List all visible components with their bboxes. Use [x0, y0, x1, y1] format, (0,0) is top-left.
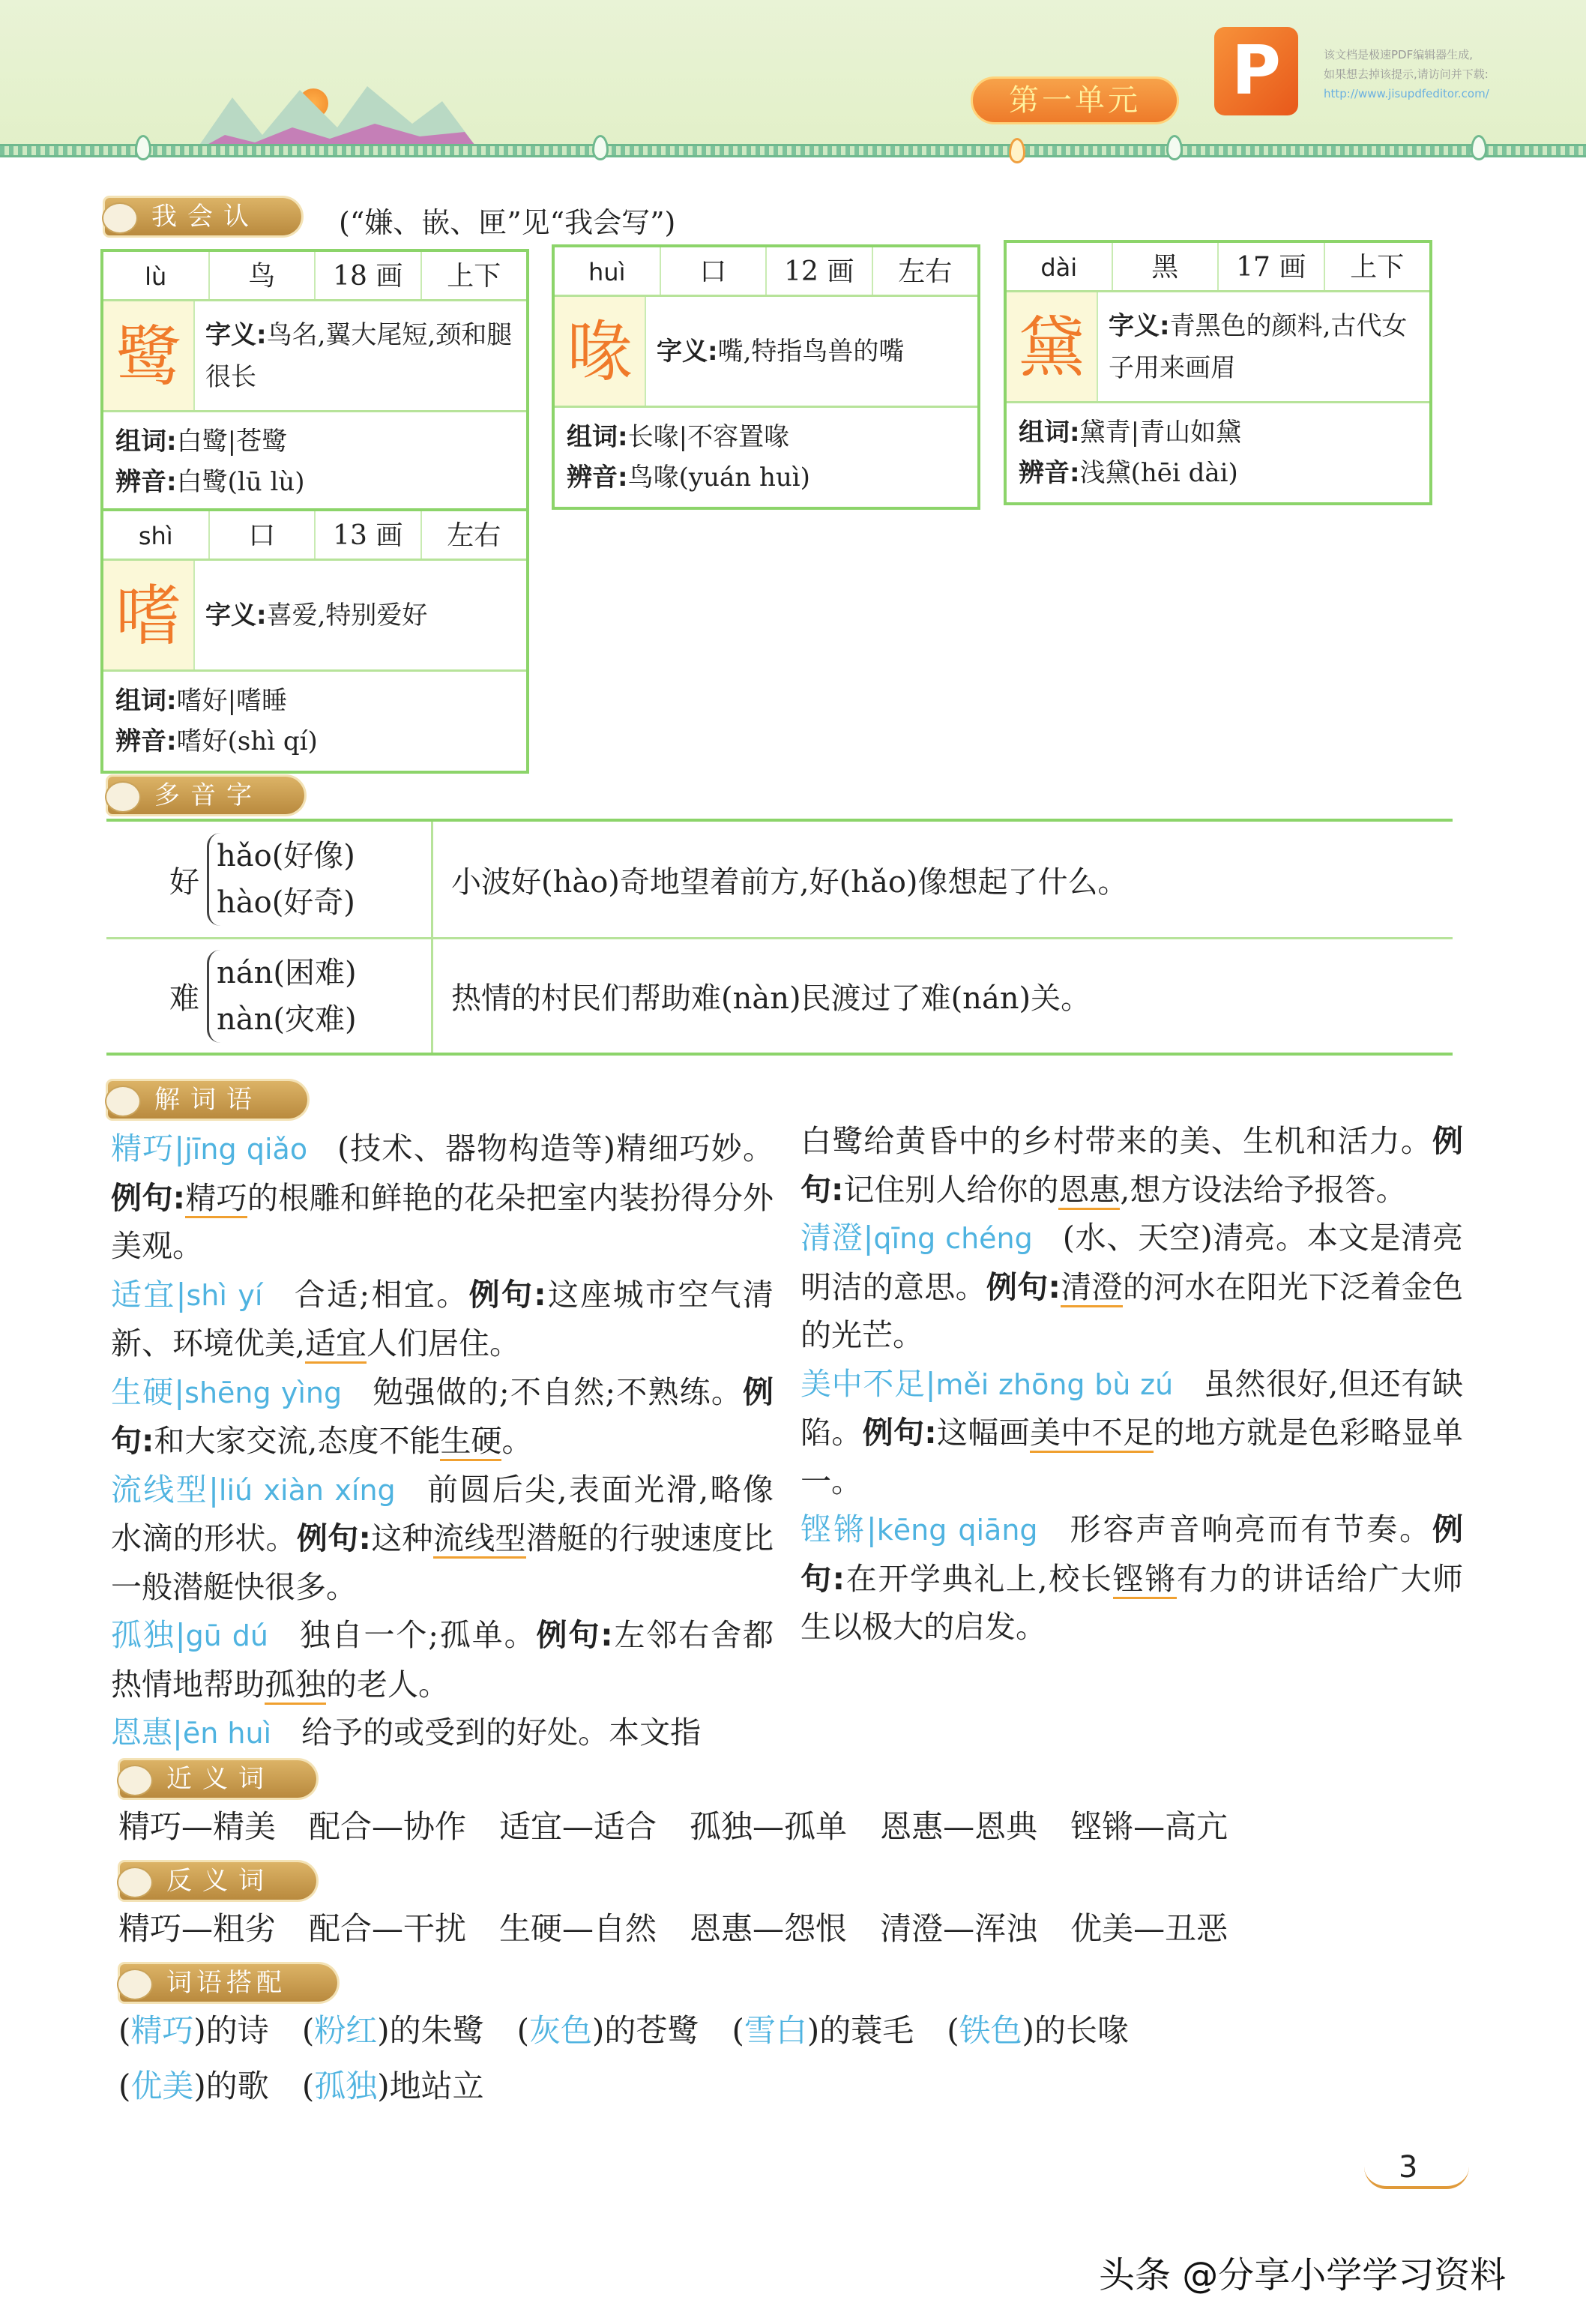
vocab-entry	[111, 1466, 774, 1612]
vocab-definition: 合适;相宜。	[292, 1276, 469, 1313]
card-details	[1007, 403, 1429, 502]
card-radical: 黑	[1113, 243, 1219, 290]
mountain-illustration	[195, 82, 555, 151]
section-label-recognize: 我会认	[105, 198, 301, 235]
unit-badge: 第一单元	[971, 76, 1179, 124]
distinguish-label: 辨音:	[115, 467, 177, 497]
collocation: (铁色)的长喙	[947, 2012, 1130, 2049]
watermark-url[interactable]: http://www.jisupdfeditor.com/	[1324, 87, 1489, 100]
words-label: 组词:	[115, 686, 177, 716]
polyphone-sentence: 小波好(hào)奇地望着前方,好(hǎo)像想起了什么。	[451, 864, 1128, 900]
words-label: 组词:	[115, 427, 177, 457]
polyphone-char: 好	[169, 864, 199, 900]
synonym-pair: 孤独—孤单	[690, 1808, 848, 1845]
separator: |	[175, 1276, 187, 1313]
collocation-tail: 的歌	[205, 2068, 269, 2104]
example-text: 在开学典礼上,校长	[845, 1560, 1113, 1597]
card-character: 喙	[555, 297, 646, 406]
vocab-term: 恩惠	[111, 1715, 172, 1750]
card-main	[555, 297, 977, 408]
meaning-value: 青黑色的颜料,古代女子用来画眉	[1109, 310, 1408, 383]
card-header	[1007, 243, 1429, 292]
polyphone-char: 难	[169, 981, 199, 1016]
example-text: 。	[501, 1423, 533, 1459]
vocab-term: 精巧	[111, 1131, 175, 1166]
collocation-word: 雪白	[744, 2012, 807, 2049]
example-label: 例句:	[296, 1520, 371, 1556]
example-label: 例句:	[986, 1268, 1061, 1305]
antonym-pair: 优美—丑恶	[1070, 1910, 1228, 1947]
section-label-vocab: 解词语	[108, 1081, 307, 1119]
meaning-value: 嘴,特指鸟兽的嘴	[717, 336, 905, 367]
vocab-definition: (技术、器物构造等)精细巧妙。	[337, 1131, 774, 1166]
character-card	[100, 508, 529, 774]
meaning-text	[657, 331, 904, 373]
collocation: (粉红)的朱鹭	[301, 2012, 484, 2049]
distinguish-value: 鸟喙(yuán huì)	[627, 463, 810, 493]
card-words-row	[1019, 412, 1417, 453]
polyphone-readings	[106, 939, 433, 1053]
card-pinyin: lù	[103, 252, 210, 299]
example-term: 铿锵	[1113, 1561, 1177, 1599]
separator: |	[174, 1131, 185, 1166]
distinguish-label: 辨音:	[115, 726, 177, 756]
character-card	[552, 244, 980, 510]
vocab-pinyin: qīng chéng	[873, 1222, 1033, 1255]
vocab-entry	[800, 1360, 1463, 1506]
collocation-tail: 地站立	[389, 2068, 484, 2104]
antonym-pair: 生硬—自然	[499, 1910, 657, 1947]
collocation: (精巧)的诗	[118, 2012, 269, 2049]
example-label: 例句:	[111, 1179, 186, 1216]
card-strokes: 18 画	[316, 252, 422, 299]
antonym-pair: 精巧—粗劣	[118, 1910, 277, 1947]
section-label-collocations: 词语搭配	[120, 1964, 337, 2002]
example-label: 例句:	[468, 1276, 546, 1313]
distinguish-value: 白鹭(lū lù)	[176, 467, 305, 497]
vocab-entry	[111, 1368, 774, 1466]
reading-list	[207, 950, 357, 1043]
words-value: 白鹭|苍鹭	[176, 427, 288, 457]
example-label: 例句:	[800, 1511, 1464, 1597]
card-pinyin: shì	[103, 511, 210, 559]
meaning-label: 字义:	[205, 600, 267, 630]
card-meaning	[195, 561, 526, 669]
drop-ornament	[135, 135, 151, 160]
separator: |	[866, 1511, 877, 1547]
card-words-row	[567, 417, 965, 457]
vocab-definition: 给予的或受到的好处。本文指	[301, 1715, 702, 1750]
meaning-text	[205, 314, 516, 398]
collocation-word: 粉红	[314, 2012, 378, 2049]
card-meaning	[646, 297, 977, 406]
card-character: 嗜	[103, 561, 195, 669]
collocation-tail: 的蓑毛	[819, 2012, 914, 2049]
vocab-term: 适宜	[111, 1276, 176, 1313]
separator: |	[174, 1373, 185, 1410]
distinguish-value: 嗜好(shì qí)	[176, 726, 318, 756]
character-card	[100, 249, 529, 514]
example-text: 的老人。	[326, 1666, 449, 1703]
section-label-polyphones: 多音字	[108, 777, 304, 814]
vocab-pinyin: jīng qiǎo	[184, 1133, 308, 1166]
example-text: 这幅画	[936, 1415, 1030, 1451]
card-header	[103, 511, 526, 561]
meaning-value: 喜爱,特别爱好	[266, 600, 428, 630]
example-text: 的河水在阳光下泛着金色的光芒。	[800, 1268, 1464, 1353]
collocation-tail: 的朱鹭	[389, 2012, 484, 2049]
vocab-definition: 前圆后尖,表面光滑,略像水滴的形状。	[111, 1471, 774, 1556]
recognize-note: (“嫌、嵌、匣”见“我会写”)	[339, 206, 676, 239]
example-text: 记住别人给你的	[843, 1171, 1059, 1208]
antonym-list	[118, 1904, 1261, 1949]
drop-ornament	[1166, 135, 1183, 160]
source-watermark: 头条 @分享小学学习资料	[1099, 2254, 1507, 2296]
card-radical: 鸟	[210, 252, 316, 299]
reading: nán(困难)	[217, 955, 357, 990]
distinguish-label: 辨音:	[1019, 458, 1080, 488]
card-strokes: 12 画	[767, 247, 873, 295]
polyphone-row	[106, 822, 1453, 937]
page-number: 3	[1399, 2150, 1418, 2185]
example-label: 例句:	[536, 1617, 613, 1653]
vocab-term: 孤独	[111, 1617, 175, 1653]
card-character: 黛	[1007, 292, 1098, 401]
card-details	[103, 672, 526, 771]
pdf-watermark	[1324, 45, 1489, 103]
meaning-text	[1109, 305, 1419, 389]
polyphone-row	[106, 937, 1453, 1053]
example-label: 例句:	[800, 1123, 1463, 1208]
polyphone-readings	[106, 822, 433, 937]
example-text: 这座城市空气清新、环境优美,	[111, 1276, 774, 1361]
card-pinyin: huì	[555, 247, 661, 295]
drop-ornament	[1009, 138, 1025, 163]
card-strokes: 13 画	[316, 511, 422, 559]
section-label-synonyms: 近义词	[120, 1760, 316, 1798]
example-term: 精巧	[185, 1180, 247, 1218]
card-words-row	[115, 681, 514, 721]
example-term: 适宜	[305, 1325, 367, 1364]
meaning-label: 字义:	[1109, 310, 1170, 341]
vocab-entry	[111, 1611, 774, 1709]
separator: |	[925, 1365, 936, 1402]
card-meaning	[195, 301, 526, 410]
collocation: (灰色)的苍鹭	[516, 2012, 699, 2049]
vocab-definition: 勉强做的;不自然;不熟练。	[372, 1373, 744, 1410]
collocation-word: 灰色	[529, 2012, 593, 2049]
collocation-word: 孤独	[314, 2068, 378, 2104]
words-label: 组词:	[567, 422, 628, 452]
collocation-word: 优美	[130, 2068, 194, 2104]
vocab-pinyin: shì yí	[186, 1278, 263, 1312]
card-distinguish-row	[115, 721, 514, 762]
page-header	[0, 0, 1586, 154]
vocab-term: 生硬	[111, 1373, 175, 1410]
reading: hǎo(好像)	[217, 839, 355, 873]
card-main	[103, 301, 526, 412]
character-card	[1004, 240, 1432, 505]
card-details	[103, 412, 526, 511]
vocab-entry	[800, 1505, 1463, 1652]
card-radical: 口	[661, 247, 768, 295]
vocab-definition: 虽然很好,但还有缺陷。	[800, 1365, 1463, 1451]
vocab-pinyin: gū dú	[185, 1619, 268, 1652]
card-structure: 左右	[447, 520, 501, 551]
card-words-row	[115, 421, 514, 462]
polyphone-sentence: 热情的村民们帮助难(nàn)民渡过了难(nán)关。	[451, 981, 1091, 1016]
reading: nàn(灾难)	[217, 1002, 357, 1037]
example-term: 孤独	[265, 1667, 326, 1705]
separator: |	[208, 1471, 219, 1508]
section-label-antonyms: 反义词	[120, 1862, 316, 1900]
example-label: 例句:	[111, 1373, 774, 1459]
card-radical: 口	[210, 511, 316, 559]
polyphone-table	[106, 819, 1453, 1056]
card-character: 鹭	[103, 301, 195, 410]
collocation-word: 铁色	[959, 2012, 1022, 2049]
meaning-label: 字义:	[657, 336, 718, 367]
example-term: 美中不足	[1030, 1415, 1154, 1453]
card-header	[555, 247, 977, 297]
example-term: 恩惠	[1058, 1172, 1120, 1210]
synonym-pair: 适宜—适合	[499, 1808, 657, 1845]
antonym-pair: 恩惠—怨恨	[690, 1910, 848, 1947]
pdf-editor-logo: P	[1214, 27, 1298, 115]
distinguish-label: 辨音:	[567, 463, 628, 493]
vocab-right-column	[800, 1117, 1463, 1652]
distinguish-value: 浅黛(hēi dài)	[1079, 458, 1238, 488]
meaning-text	[205, 594, 427, 636]
words-value: 嗜好|嗜睡	[176, 686, 288, 716]
card-header	[103, 252, 526, 301]
collocation: (孤独)地站立	[301, 2068, 484, 2104]
reading-list	[207, 833, 355, 926]
example-text: ,想方设法给予报答。	[1120, 1171, 1407, 1208]
vocab-entry	[800, 1214, 1463, 1360]
vocab-definition: 独自一个;孤单。	[298, 1617, 537, 1653]
example-text: 这种	[370, 1520, 433, 1556]
vocab-entry-continuation	[800, 1117, 1463, 1214]
vocab-pinyin: ēn huì	[182, 1717, 272, 1750]
synonym-pair: 精巧—精美	[118, 1808, 277, 1845]
antonym-pair: 清澄—浑浊	[880, 1910, 1038, 1947]
vocab-pinyin: měi zhōng bù zú	[935, 1367, 1174, 1401]
example-text: 潜艇的行驶速度比一般潜艇快很多。	[111, 1520, 774, 1605]
vocab-entry	[111, 1271, 774, 1368]
example-text: 和大家交流,态度不能	[154, 1423, 441, 1459]
example-term: 生硬	[440, 1423, 501, 1461]
example-text: 的根雕和鲜艳的花朵把室内装扮得分外美观。	[111, 1179, 774, 1264]
vocab-term: 清澄	[800, 1220, 863, 1256]
vocab-left-column	[111, 1125, 774, 1758]
words-value: 黛青|青山如黛	[1079, 418, 1242, 448]
vocab-definition: 白鹭给黄昏中的乡村带来的美、生机和活力。	[800, 1123, 1432, 1159]
collocation-tail: 的苍鹭	[604, 2012, 699, 2049]
card-distinguish-row	[1019, 453, 1417, 493]
vocab-definition: (水、天空)清亮。本文是清亮明洁的意思。	[800, 1220, 1464, 1305]
vocab-entry	[111, 1125, 774, 1271]
separator: |	[863, 1220, 874, 1256]
card-pinyin: dài	[1007, 243, 1113, 290]
synonym-pair: 配合—协作	[309, 1808, 467, 1845]
example-text: 左邻右舍都热情地帮助	[111, 1617, 774, 1703]
collocation-line	[118, 2006, 1162, 2051]
vocab-pinyin: liú xiàn xíng	[218, 1473, 396, 1507]
card-main	[103, 561, 526, 672]
example-label: 例句:	[862, 1415, 937, 1451]
card-meaning	[1098, 292, 1429, 401]
card-structure: 上下	[447, 261, 501, 292]
card-distinguish-row	[567, 457, 965, 498]
watermark-line: 该文档是极速PDF编辑器生成,	[1324, 48, 1473, 61]
vocab-pinyin: shēng yìng	[184, 1376, 343, 1409]
vocab-entry	[111, 1709, 774, 1758]
collocation-tail: 的长喙	[1034, 2012, 1130, 2049]
example-term: 清澄	[1061, 1269, 1123, 1307]
antonym-pair: 配合—干扰	[309, 1910, 467, 1947]
card-main	[1007, 292, 1429, 403]
watermark-line: 如果想去掉该提示,请访问并下载:	[1324, 67, 1489, 81]
example-text: 人们居住。	[367, 1325, 521, 1361]
collocation-word: 精巧	[130, 2012, 194, 2049]
wavy-divider	[0, 144, 1586, 157]
card-distinguish-row	[115, 462, 514, 502]
vocab-term: 流线型	[111, 1471, 209, 1508]
example-term: 流线型	[433, 1520, 526, 1559]
card-structure: 左右	[898, 256, 953, 287]
meaning-value: 鸟名,翼大尾短,颈和腿很长	[205, 319, 513, 392]
synonym-pair: 恩惠—恩典	[880, 1808, 1038, 1845]
words-value: 长喙|不容置喙	[627, 422, 790, 452]
words-label: 组词:	[1019, 418, 1080, 448]
collocation: (优美)的歌	[118, 2068, 269, 2104]
drop-ornament	[1471, 135, 1487, 160]
example-text: 的地方就是色彩略显单一。	[800, 1415, 1464, 1499]
vocab-definition: 形容声音响亮而有节奏。	[1067, 1511, 1433, 1547]
reading: hào(好奇)	[217, 885, 355, 920]
collocation-tail: 的诗	[205, 2012, 269, 2049]
vocab-term: 铿锵	[800, 1511, 866, 1547]
separator: |	[175, 1617, 186, 1653]
card-details	[555, 408, 977, 507]
synonym-list	[118, 1802, 1261, 1847]
separator: |	[172, 1715, 183, 1750]
vocab-term: 美中不足	[800, 1365, 926, 1402]
card-strokes: 17 画	[1219, 243, 1325, 290]
collocation-line	[118, 2062, 517, 2107]
collocation: (雪白)的蓑毛	[732, 2012, 914, 2049]
card-structure: 上下	[1350, 252, 1405, 283]
meaning-label: 字义:	[205, 319, 267, 350]
synonym-pair: 铿锵—高亢	[1070, 1808, 1228, 1845]
drop-ornament	[592, 135, 609, 160]
example-text: 有力的讲话给广大师生以极大的启发。	[800, 1560, 1463, 1645]
vocab-pinyin: kēng qiāng	[876, 1514, 1038, 1547]
